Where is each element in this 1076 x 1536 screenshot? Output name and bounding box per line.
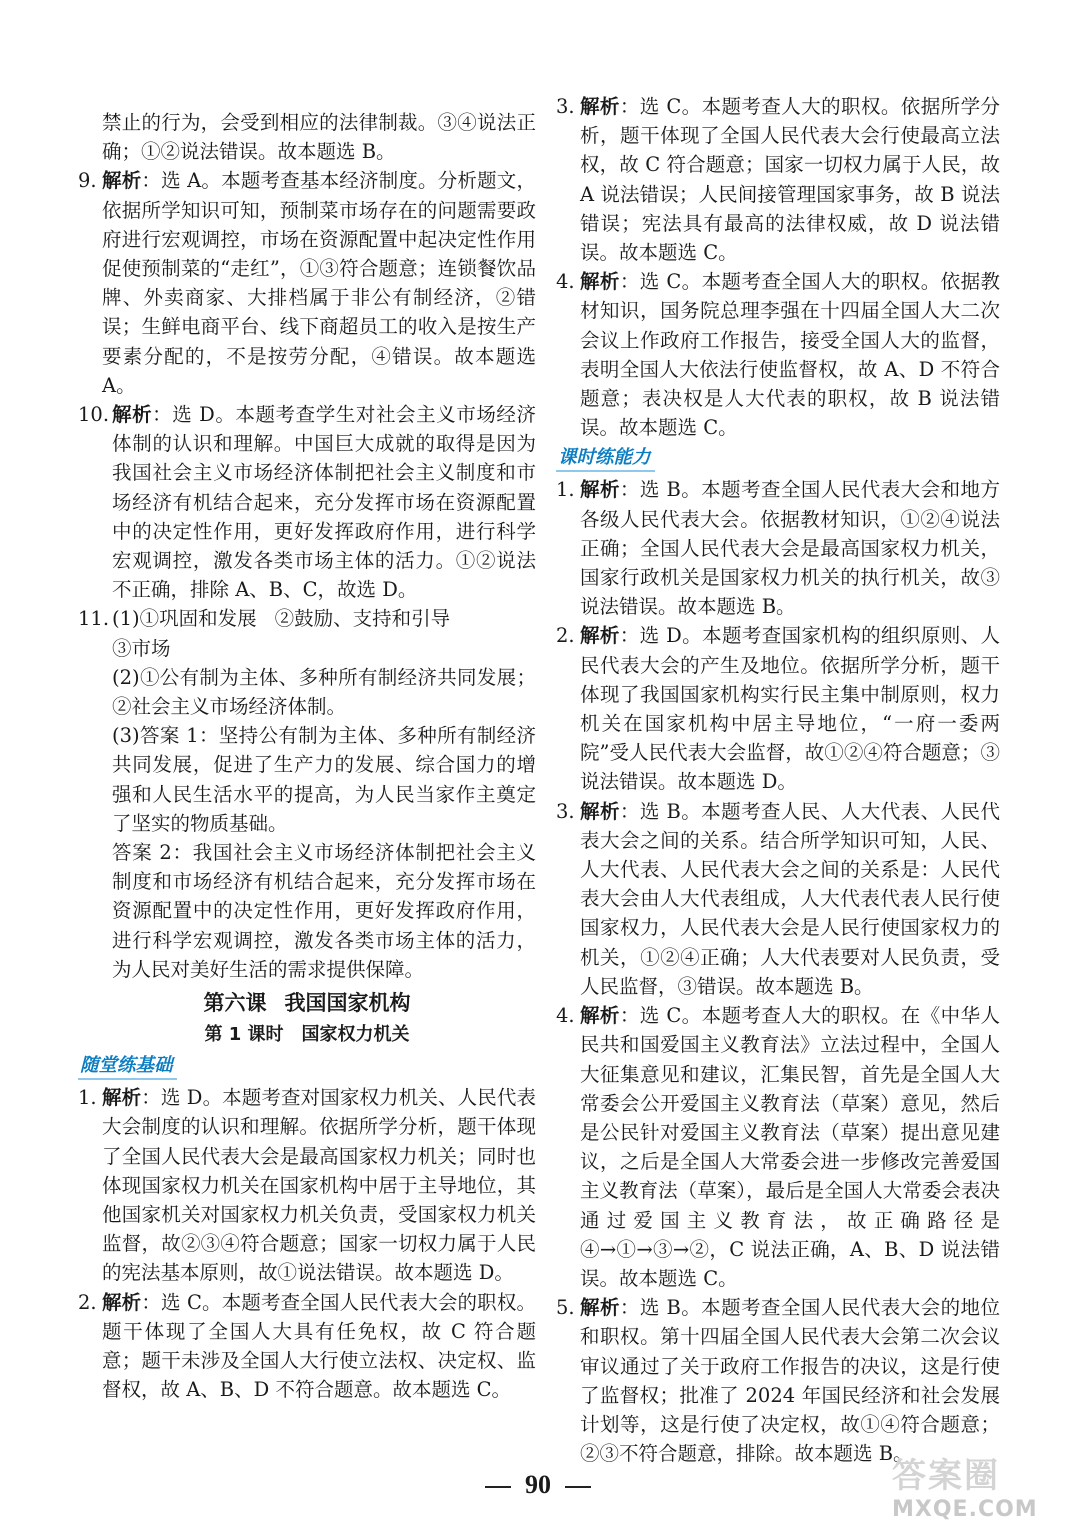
period-name: 国家权力机关 — [301, 1024, 410, 1046]
analysis-label: 解析 — [580, 478, 620, 502]
answer-text: ：选 B。本题考查全国人民代表大会和地方各级人民代表大会。依据教材知识，①②④说法正确；全国人民代表大会是最高国家权力机关，国家行政机关是国家权力机关的执行机关，故③说法错误。故本题选 B。 — [580, 478, 1000, 619]
answer-text: ：选 C。本题考查全国人民代表大会的职权。题干体现了全国人大具有任免权，故 C 符合题意；题干未涉及全国人大行使立法权、决定权、监督权，故 A、B、D 不符合题意。故本题选 C。 — [102, 1290, 536, 1402]
answer-part-2: (2)①公有制为主体、多种所有制经济共同发展；②社会主义市场经济体制。 — [112, 665, 536, 719]
ability-answer-2 — [556, 621, 1000, 796]
analysis-label: 解析 — [102, 1290, 142, 1314]
analysis-label: 解析 — [580, 270, 620, 294]
answer-text: ：选 B。本题考查人民、人大代表、人民代表大会之间的关系。结合所学知识可知，人民、人大代表、人民代表大会之间的关系是：人民代表大会由人大代表组成，人大代表代表人民行使国家权力，人民代表大会是人民行使国家权力的机关，①②④正确；人大代表要对人民负责，受人民监督，③错误。故本题选 B。 — [580, 799, 1000, 998]
right-column — [556, 92, 1000, 1468]
answer-text: ：选 C。本题考查全国人大的职权。依据教材知识，国务院总理李强在十四届全国人大二次会议上作政府工作报告，接受全国人大的监督，表明全国人大依法行使监督权，故 A、D 不符合题意；表决权是人大代表的职权，故 B 说法错误。故本题选 C。 — [580, 270, 1000, 440]
continuation-text: 禁止的行为，会受到相应的法律制裁。③④说法正确；①②说法错误。故本题选 B。 — [102, 111, 536, 164]
answer-text: ：选 D。本题考查对国家权力机关、人民代表大会制度的认识和理解。依据所学分析，题干体现了全国人民代表大会是最高国家权力机关；同时也体现国家权力机关在国家机构中居于主导地位，其他国家机关对国家权力机关负责，受国家权力机关监督，故②③④符合题意；国家一切权力属于人民的宪法基本原则，故①说法错误。故本题选 D。 — [102, 1086, 536, 1285]
practice-answer-3 — [556, 92, 1000, 267]
answer-part-1c: ③市场 — [112, 636, 171, 660]
watermark — [892, 1448, 1052, 1528]
ability-answer-1 — [556, 475, 1000, 621]
section-heading-ability: 课时练能力 — [556, 446, 655, 472]
answer-text: ：选 A。本题考查基本经济制度。分析题文，依据所学知识可知，预制菜市场存在的问题需要政府进行宏观调控，市场在资源配置中起决定性作用促使预制菜的“走红”，①③符合题意；连锁餐饮品牌、外卖商家、大排档属于非公有制经济，②错误；生鲜电商平台、线下商超员工的收入是按生产要素分配的，不是按劳分配，④错误。故本题选 A。 — [102, 169, 536, 397]
answer-number: 11. — [78, 607, 110, 631]
answer-number: 4. — [556, 270, 575, 294]
lesson-title: 第六课 — [203, 991, 267, 1016]
analysis-label: 解析 — [580, 799, 620, 823]
lesson-name: 我国国家机构 — [284, 991, 411, 1016]
answer-number: 3. — [556, 95, 575, 118]
analysis-label: 解析 — [112, 403, 153, 427]
watermark-url: MXQE.COM — [892, 1497, 1038, 1522]
lesson-heading — [78, 986, 536, 1020]
analysis-label: 解析 — [580, 95, 620, 118]
answer-number: 3. — [556, 799, 575, 823]
practice-answer-2 — [78, 1288, 536, 1405]
practice-answer-4 — [556, 267, 1000, 442]
footer-dash-left — [485, 1486, 511, 1488]
left-column — [78, 108, 536, 1404]
answer-11 — [78, 604, 536, 984]
answer-part-1a: (1)①巩固和发展 — [112, 607, 257, 631]
page-number: 90 — [525, 1470, 551, 1499]
answer-number: 2. — [556, 624, 575, 648]
analysis-label: 解析 — [102, 169, 142, 193]
answer-number: 9. — [78, 169, 97, 193]
footer-dash-right — [565, 1486, 591, 1488]
answer-text: ：选 D。本题考查学生对社会主义市场经济体制的认识和理解。中国巨大成就的取得是因为我国社会主义市场经济体制把社会主义制度和市场经济有机结合起来，充分发挥市场在资源配置中的决定性作用，更好发挥政府作用，进行科学宏观调控，激发各类市场主体的活力。①②说法不正确，排除 A、B、C，故选 D。 — [112, 403, 536, 602]
answer-part-3: (3)答案 1：坚持公有制为主体、多种所有制经济共同发展，促进了生产力的发展、综合国力的增强和人民生活水平的提高，为人民当家作主奠定了坚实的物质基础。 — [112, 724, 536, 835]
answer-text: ：选 D。本题考查国家机构的组织原则、人民代表大会的产生及地位。依据所学分析，题干体现了我国国家机构实行民主集中制原则，权力机关在国家机构中居主导地位，“一府一委两院”受人民代表大会监督，故①②④符合题意；③说法错误。故本题选 D。 — [580, 624, 1000, 794]
answer-text: ：选 B。本题考查全国人民代表大会的地位和职权。第十四届全国人民代表大会第二次会议审议通过了关于政府工作报告的决议，这是行使了监督权；批准了 2024 年国民经济和社会发展计划等，这是行使了决定权，故①④符合题意；②③不符合题意，排除。故本题选 B。 — [580, 1296, 1000, 1466]
analysis-label: 解析 — [102, 1086, 142, 1110]
watermark-logo: 答案圈 — [892, 1456, 1000, 1496]
answer-number: 5. — [556, 1296, 575, 1320]
practice-answer-1 — [78, 1083, 536, 1287]
answer-10 — [78, 400, 536, 604]
section-heading-basic: 随堂练基础 — [78, 1054, 177, 1080]
analysis-label: 解析 — [580, 1296, 620, 1320]
answer-number: 1. — [556, 478, 575, 502]
analysis-label: 解析 — [580, 1004, 620, 1028]
answer-number: 4. — [556, 1004, 575, 1028]
ability-answer-4 — [556, 1001, 1000, 1293]
answer-number: 10. — [78, 403, 110, 427]
analysis-label: 解析 — [580, 624, 620, 648]
answer-part-1b: ②鼓励、支持和引导 — [274, 607, 451, 631]
period-heading — [78, 1020, 536, 1050]
answer-text: ：选 C。本题考查人大的职权。依据所学分析，题干体现了全国人民代表大会行使最高立法权，故 C 符合题意；国家一切权力属于人民，故 A 说法错误；人民间接管理国家事务，故 B 说法错误；宪法具有最高的法律权威，故 D 说法错误。故本题选 C。 — [580, 95, 1000, 265]
answer-9 — [78, 166, 536, 400]
ability-answer-3 — [556, 797, 1000, 1001]
period-title: 第 1 课时 — [204, 1024, 284, 1046]
answer-number: 1. — [78, 1086, 97, 1110]
ability-answer-5 — [556, 1293, 1000, 1468]
answer-text: ：选 C。本题考查人大的职权。在《中华人民共和国爱国主义教育法》立法过程中，全国人大征集意见和建议，汇集民智，首先是全国人大常委会公开爱国主义教育法（草案）意见，然后是公民针对爱国主义教育法（草案）提出意见建议，之后是全国人大常委会进一步修改完善爱国主义教育法（草案），最后是全国人大常委会表决通过爱国主义教育法，故正确路径是④→①→③→②，C 说法正确，A、B、D 说法错误。故本题选 C。 — [580, 1004, 1000, 1290]
answer-number: 2. — [78, 1290, 97, 1314]
answer-part-4: 答案 2：我国社会主义市场经济体制把社会主义制度和市场经济有机结合起来，充分发挥市场在资源配置中的决定性作用，更好发挥政府作用，进行科学宏观调控，激发各类市场主体的活力，为人民对美好生活的需求提供保障。 — [112, 841, 536, 981]
